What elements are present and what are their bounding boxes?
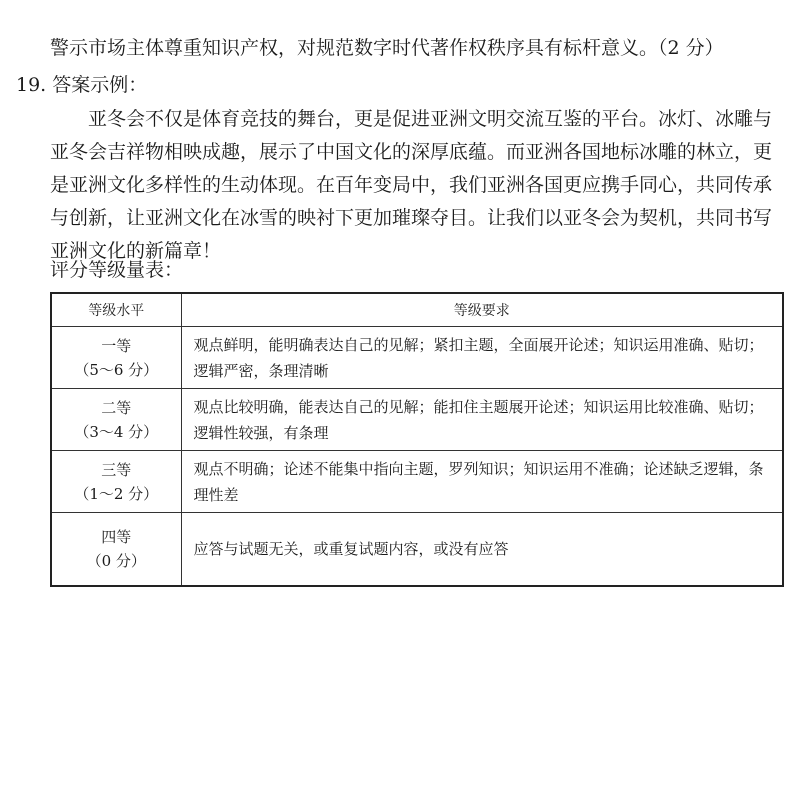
level-cell [51,513,181,587]
level-points: （3～4 分） [74,422,159,441]
requirement-cell: 观点鲜明，能明确表达自己的见解；紧扣主题，全面展开论述；知识运用准确、贴切；逻辑严密，条理清晰 [181,327,783,389]
level-cell [51,389,181,451]
intro-line: 警示市场主体尊重知识产权，对规范数字时代著作权秩序具有标杆意义。（2 分） [50,37,724,59]
level-cell [51,451,181,513]
table-header-row [51,293,783,327]
scale-title: 评分等级量表： [50,259,184,281]
level-name: 四等 [101,528,132,546]
level-points: （0 分） [86,552,146,570]
level-cell [51,327,181,389]
table-row [51,513,783,587]
header-requirement: 等级要求 [181,293,783,327]
level-points: （1～2 分） [74,484,159,503]
grading-scale-table [50,292,784,587]
table-row [51,327,783,389]
requirement-cell: 观点比较明确，能表达自己的见解；能扣住主题展开论述；知识运用比较准确、贴切；逻辑性较强，有条理 [181,389,783,451]
level-name: 二等 [101,398,132,417]
header-level: 等级水平 [51,293,181,327]
requirement-cell: 观点不明确；论述不能集中指向主题，罗列知识；知识运用不准确；论述缺乏逻辑，条理性差 [181,451,783,513]
table-row [51,451,783,513]
requirement-cell: 应答与试题无关，或重复试题内容，或没有应答 [181,513,783,587]
level-name: 三等 [101,460,132,479]
question-heading: 19. 答案示例： [16,74,148,96]
table-row [51,389,783,451]
level-points: （5～6 分） [74,360,159,379]
example-paragraph: 亚冬会不仅是体育竞技的舞台，更是促进亚洲文明交流互鉴的平台。冰灯、冰雕与亚冬会吉祥物相映成趣，展示了中国文化的深厚底蕴。而亚洲各国地标冰雕的林立，更是亚洲文化多样性的生动体现。在百年变局中，我们亚洲各国更应携手同心，共同传承与创新，让亚洲文化在冰雪的映衬下更加璀璨夺目。让我们以亚冬会为契机，共同书写亚洲文化的新篇章！ [50,108,773,262]
level-name: 一等 [101,336,132,355]
